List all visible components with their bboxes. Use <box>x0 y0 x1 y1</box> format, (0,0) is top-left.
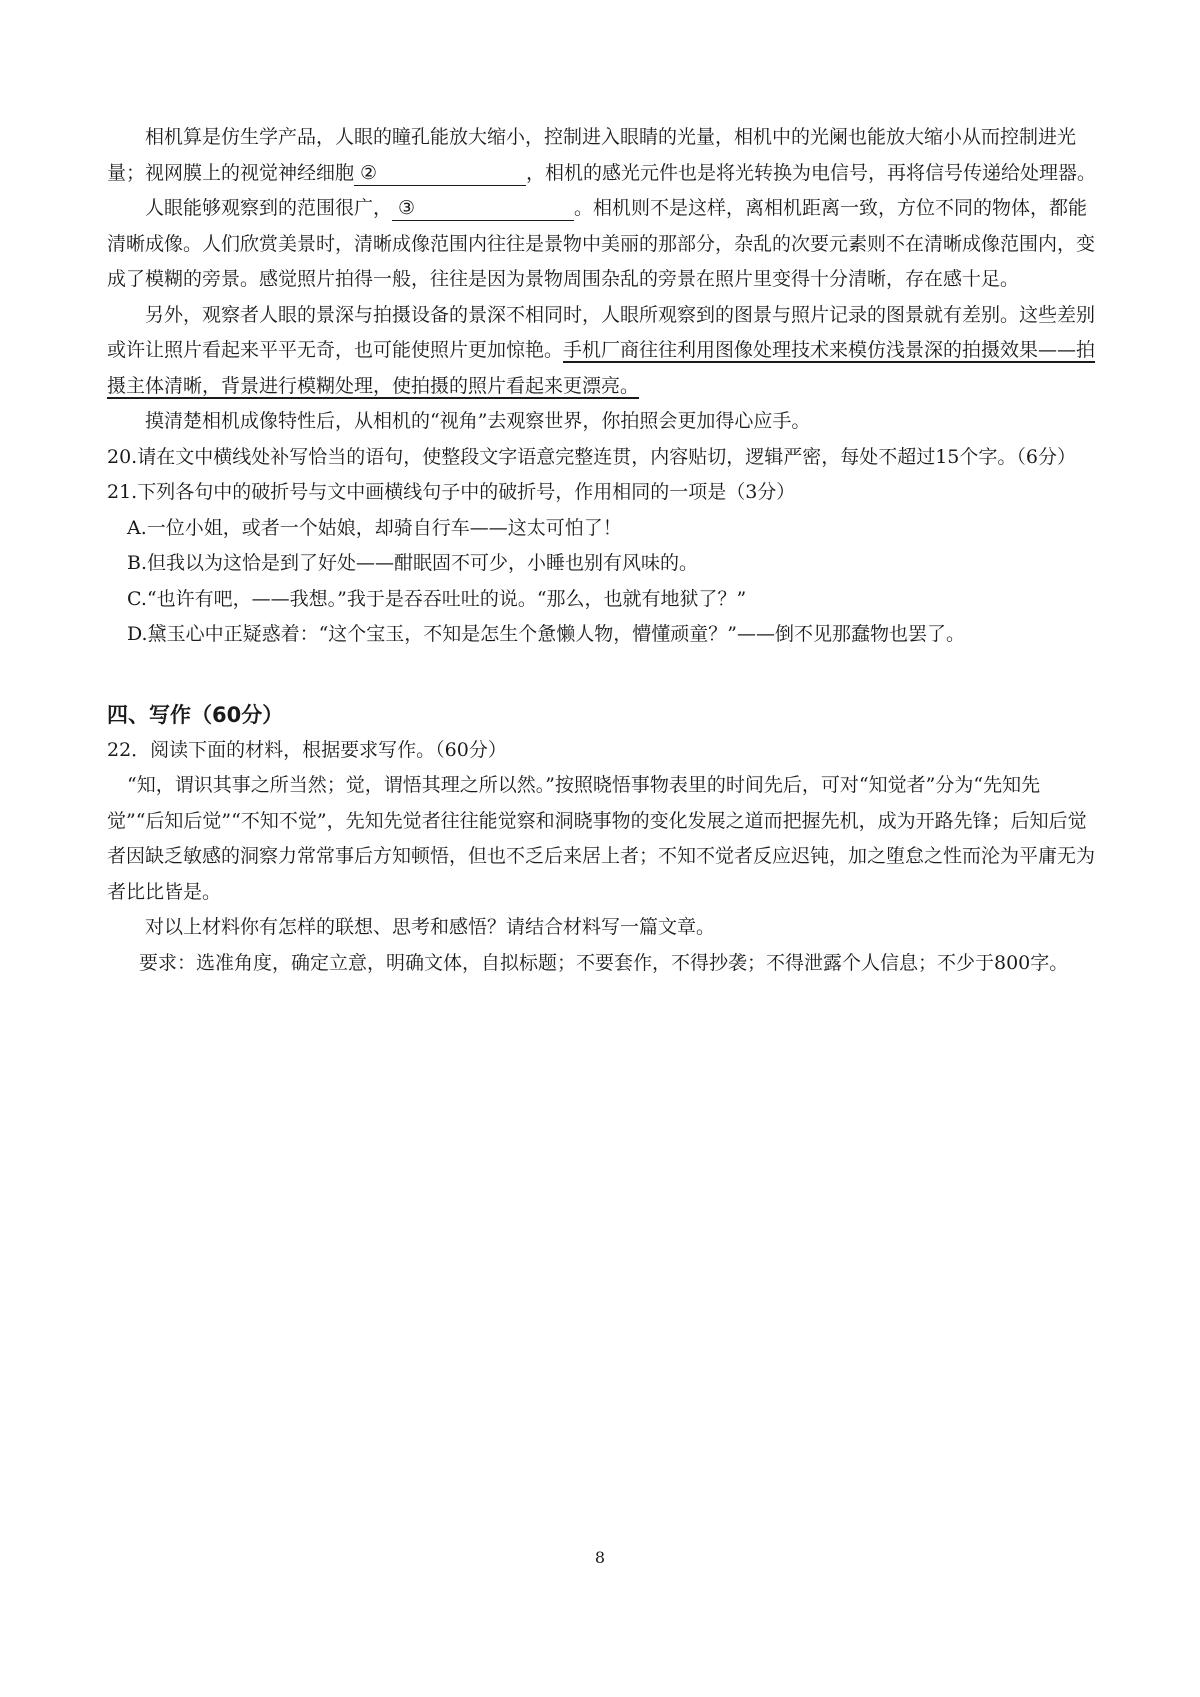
question-21-option-c[interactable]: C.“也许有吧，——我想。”我于是吞吞吐吐的说。“那么，也就有地狱了？” <box>127 587 747 610</box>
section-4-title: 四、写作（60分） <box>107 702 284 727</box>
blank-2[interactable]: ② <box>354 161 526 186</box>
passage-paragraph-1: 相机算是仿生学产品，人眼的瞳孔能放大缩小，控制进入眼睛的光量，相机中的光阑也能放大缩小从而控制进光量；视网膜上的视觉神经细胞 ② ，相机的感光元件也是将光转换为电信号，再将信号传递给处理器。 <box>107 126 1097 184</box>
question-21-option-d[interactable]: D.黛玉心中正疑惑着：“这个宝玉，不知是怎生个惫懒人物，懵懂顽童？”——倒不见那蠢物也罢了。 <box>127 623 966 645</box>
underlined-sentence: 手机厂商往往利用图像处理技术来模仿浅景深的拍摄效果——拍摄主体清晰，背景进行模糊处理，使拍摄的照片看起来更漂亮。 <box>107 339 1096 397</box>
question-22: 22．阅读下面的材料，根据要求写作。（60分） <box>107 738 507 761</box>
passage-paragraph-2: 人眼能够观察到的范围很广， ③ 。相机则不是这样，离相机距离一致，方位不同的物体，都能清晰成像。人们欣赏美景时，清晰成像范围内往往是景物中美丽的那部分，杂乱的次要元素则不在清晰成像范围内，变成了模糊的旁景。感觉照片拍得一般，往往是因为景物周围杂乱的旁景在照片里变得十分清晰，存在感十足。 <box>107 197 1096 290</box>
question-21-stem: 21.下列各句中的破折号与文中画横线句子中的破折号，作用相同的一项是（3分） <box>107 481 796 503</box>
blank-3[interactable]: ③ <box>392 196 574 221</box>
exam-page-content <box>107 120 1097 981</box>
question-21-option-b[interactable]: B.但我以为这恰是到了好处——酣眠固不可少，小睡也别有风味的。 <box>127 552 699 574</box>
question-21-option-a[interactable]: A.一位小姐，或者一个姑娘，却骑自行车——这太可怕了！ <box>127 516 622 539</box>
question-20: 20.请在文中横线处补写恰当的语句，使整段文字语意完整连贯，内容贴切，逻辑严密，每处不超过15个字。（6分） <box>107 445 1076 468</box>
writing-requirements: 要求：选准角度，确定立意，明确文体，自拟标题；不要套作，不得抄袭；不得泄露个人信息；不少于800字。 <box>139 951 1069 974</box>
passage-paragraph-4: 摸清楚相机成像特性后，从相机的“视角”去观察世界，你拍照会更加得心应手。 <box>145 410 811 432</box>
writing-prompt: 对以上材料你有怎样的联想、思考和感悟？请结合材料写一篇文章。 <box>145 916 716 938</box>
writing-material: “知，谓识其事之所当然；觉，谓悟其理之所以然。”按照晓悟事物表里的时间先后，可对“知觉者”分为“先知先觉”“后知后觉”“不知不觉”，先知先觉者往往能觉察和洞晓事物的变化发展之道而把握先机，成为开路先锋；后知后觉者因缺乏敏感的洞察力常常事后方知顿悟，但也不乏后来居上者；不知不觉者反应迟钝，加之堕怠之性而沦为平庸无为者比比皆是。 <box>107 774 1096 903</box>
page-number: 8 <box>594 1548 606 1567</box>
passage-paragraph-3: 另外，观察者人眼的景深与拍摄设备的景深不相同时，人眼所观察到的图景与照片记录的图景就有差别。这些差别或许让照片看起来平平无奇，也可能使照片更加惊艳。手机厂商往往利用图像处理技术来模仿浅景深的拍摄效果——拍摄主体清晰，背景进行模糊处理，使拍摄的照片看起来更漂亮。 <box>107 303 1096 397</box>
